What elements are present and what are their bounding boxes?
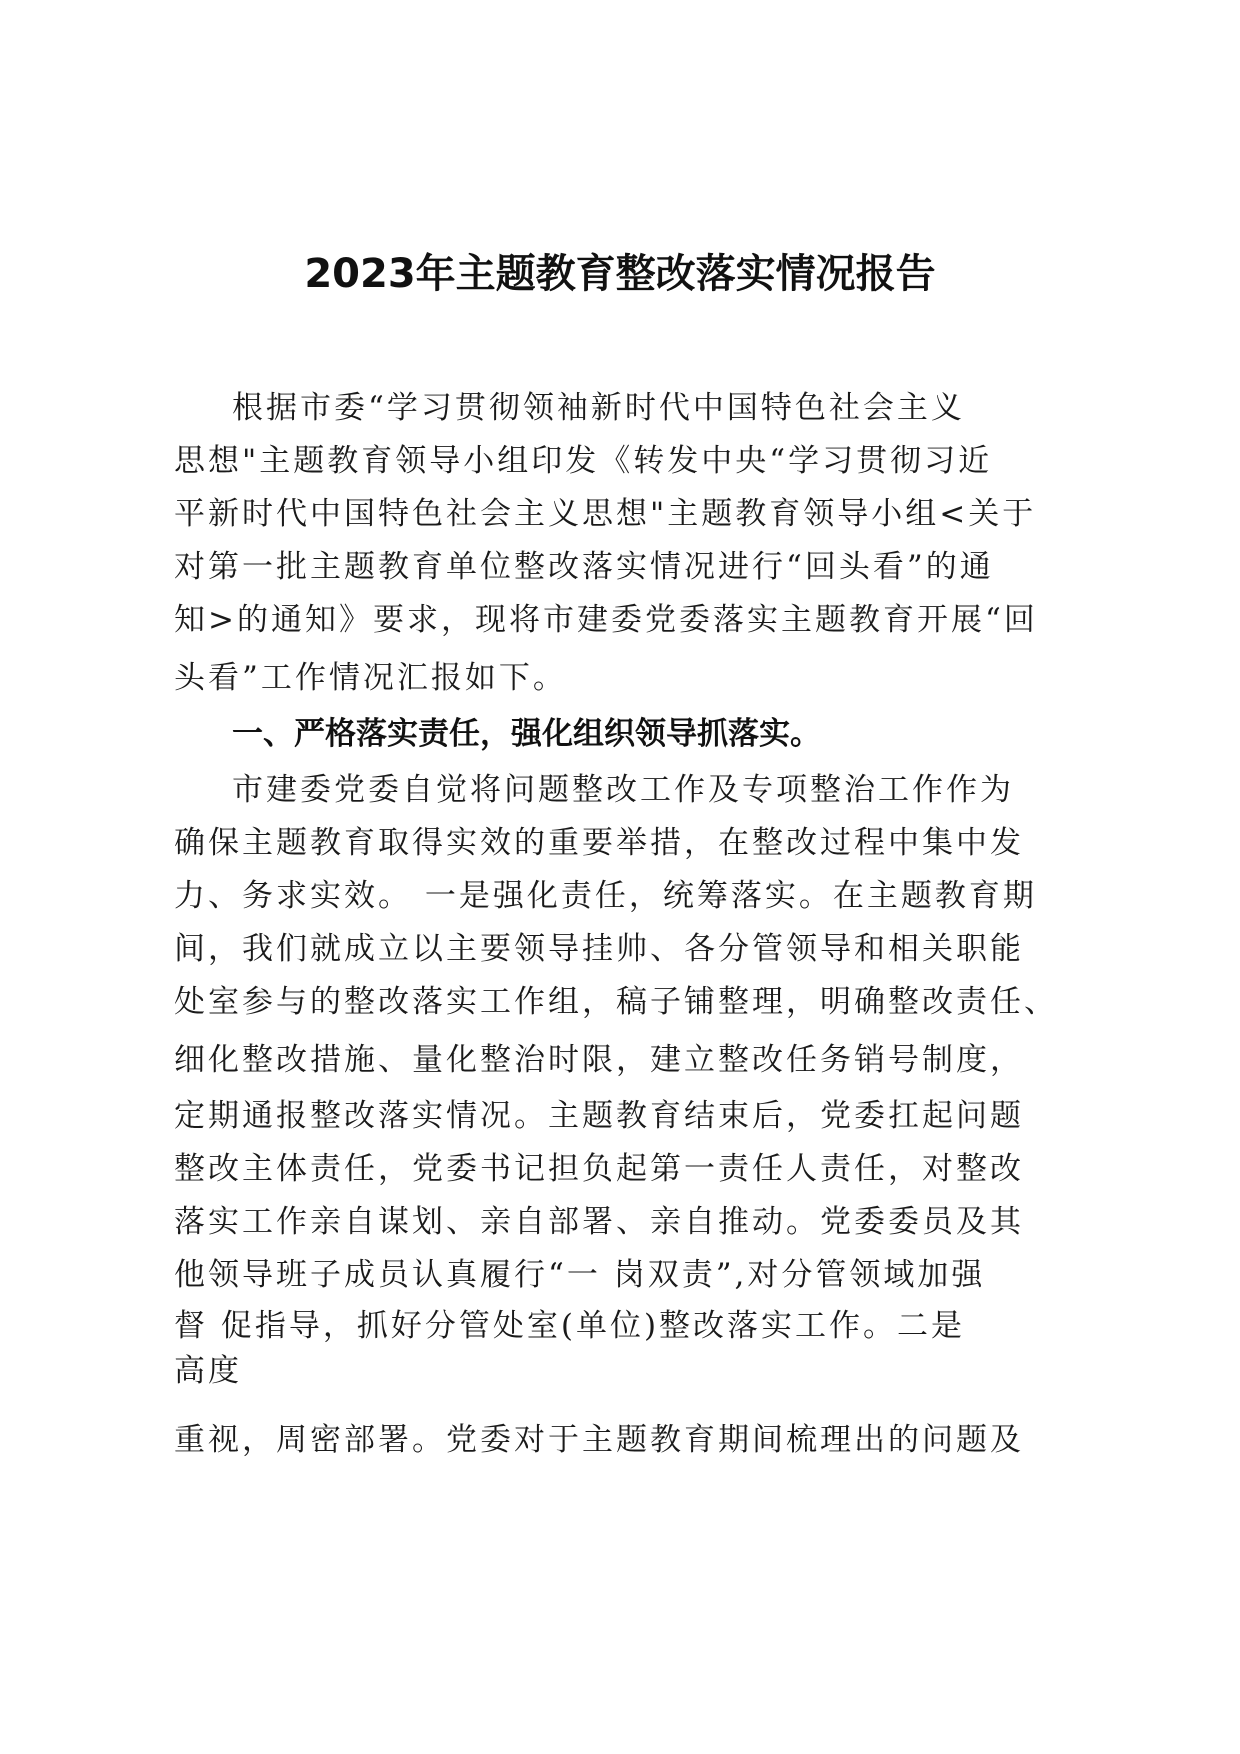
paragraph-1-line-2: 思想"主题教育领导小组印发《转发中央“学习贯彻习近	[174, 443, 993, 479]
paragraph-2-line-9: 落实工作亲自谋划、亲自部署、亲自推动。党委委员及其	[174, 1204, 1024, 1240]
section-heading-1: 一、严格落实责任，强化组织领导抓落实。	[232, 716, 821, 752]
paragraph-1-line-6: 头看”工作情况汇报如下。	[174, 660, 567, 696]
paragraph-2-line-10: 他领导班子成员认真履行“一 岗双责”,对分管领域加强	[174, 1257, 986, 1293]
paragraph-2-line-13: 重视，周密部署。党委对于主题教育期间梳理出的问题及	[174, 1422, 1024, 1458]
paragraph-1-line-3: 平新时代中国特色社会主义思想"主题教育领导小组<关于	[174, 496, 1037, 532]
paragraph-1-line-5: 知>的通知》要求，现将市建委党委落实主题教育开展“回	[174, 602, 1038, 638]
paragraph-2-line-3: 力、务求实效。 一是强化责任，统筹落实。在主题教育期	[174, 878, 1037, 914]
paragraph-2-line-8: 整改主体责任，党委书记担负起第一责任人责任，对整改	[174, 1151, 1024, 1187]
paragraph-2-line-12: 高度	[174, 1353, 242, 1389]
paragraph-1-line-1: 根据市委“学习贯彻领袖新时代中国特色社会主义	[232, 390, 965, 426]
paragraph-2-line-11: 督 促指导，抓好分管处室(单位)整改落实工作。二是	[174, 1308, 966, 1344]
paragraph-2-line-4: 间，我们就成立以主要领导挂帅、各分管领导和相关职能	[174, 931, 1024, 967]
document-title: 2023年主题教育整改落实情况报告	[304, 251, 936, 297]
paragraph-2-line-5: 处室参与的整改落实工作组，稿子铺整理，明确整改责任、	[174, 984, 1058, 1020]
paragraph-2-line-7: 定期通报整改落实情况。主题教育结束后，党委扛起问题	[174, 1098, 1024, 1134]
paragraph-2-line-1: 市建委党委自觉将问题整改工作及专项整治工作作为	[232, 772, 1014, 808]
paragraph-2-line-2: 确保主题教育取得实效的重要举措，在整改过程中集中发	[174, 825, 1024, 861]
paragraph-2-line-6: 细化整改措施、量化整治时限，建立整改任务销号制度，	[174, 1042, 1024, 1078]
paragraph-1-line-4: 对第一批主题教育单位整改落实情况进行“回头看”的通	[174, 549, 994, 585]
